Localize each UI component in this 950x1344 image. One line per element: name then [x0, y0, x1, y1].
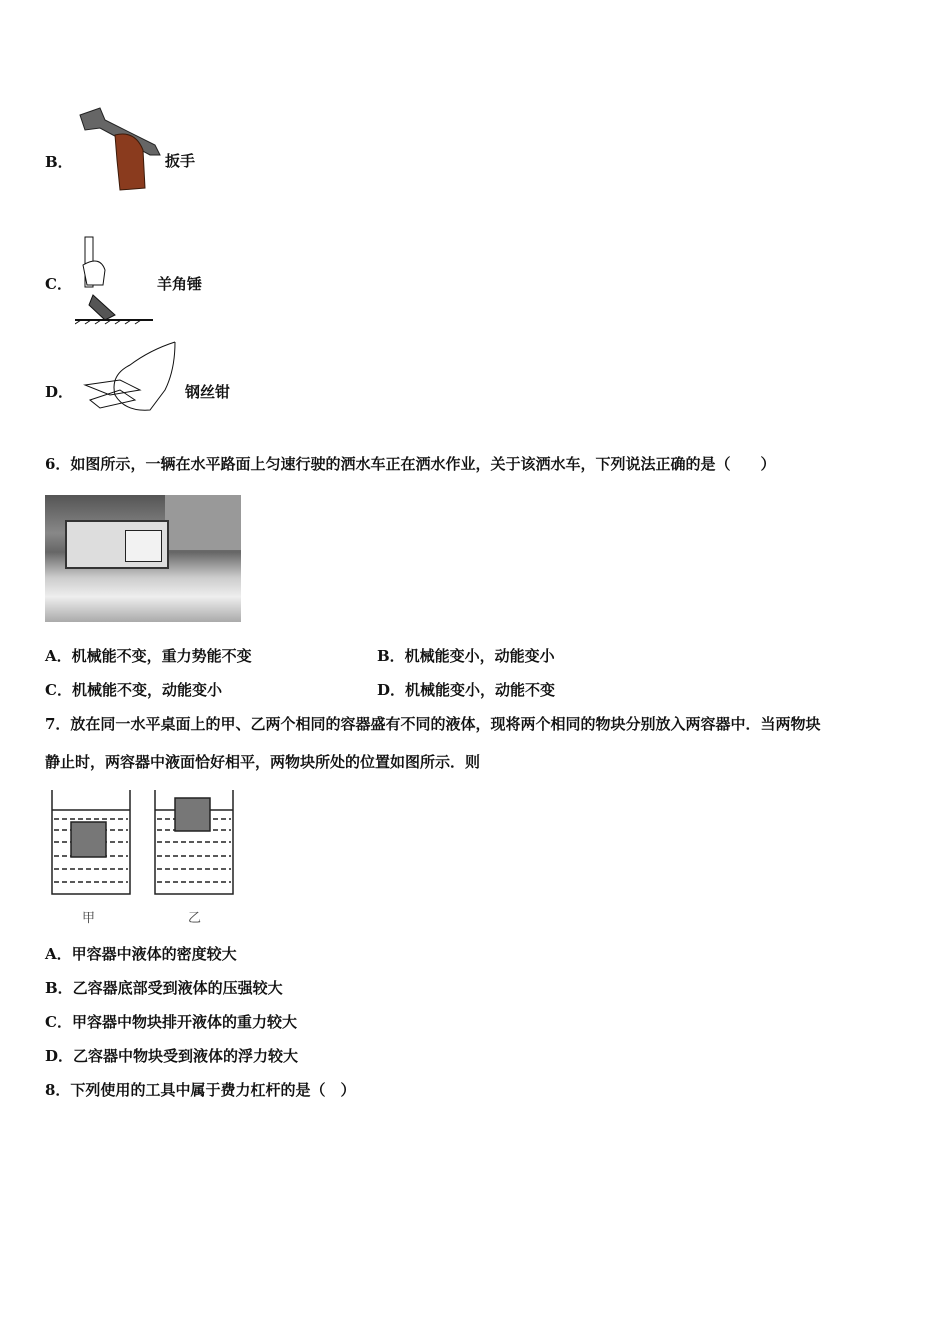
option-c-label: 羊角锤	[157, 275, 203, 293]
option-d-label: 钢丝钳	[185, 383, 231, 401]
q7-option-b: B．乙容器底部受到液体的压强较大	[45, 979, 283, 997]
q8-stem: 8．下列使用的工具中属于费力杠杆的是（ ）	[45, 1081, 356, 1099]
q7-option-d: D．乙容器中物块受到液体的浮力较大	[45, 1047, 299, 1065]
q7-stem-line2: 静止时，两容器中液面恰好相平，两物块所处的位置如图所示．则	[45, 753, 481, 771]
q7-stem-line1: 7．放在同一水平桌面上的甲、乙两个相同的容器盛有不同的液体，现将两个相同的物块分别放入两容器中．当两物块	[45, 715, 821, 733]
q7-option-a: A．甲容器中液体的密度较大	[45, 945, 237, 963]
claw-hammer-icon	[75, 235, 155, 327]
q6-stem: 6．如图所示，一辆在水平路面上匀速行驶的洒水车正在洒水作业，关于该洒水车，下列说法正确的是（ ）	[45, 455, 776, 473]
container-label-jia: 甲	[82, 911, 96, 926]
option-c-letter: C．	[45, 275, 72, 293]
option-b-letter: B．	[45, 153, 73, 171]
option-d-letter: D．	[45, 383, 74, 401]
option-b-label: 扳手	[165, 152, 196, 170]
containers-diagram	[45, 788, 245, 900]
container-yi	[155, 790, 233, 894]
wrench-in-hand-icon	[75, 100, 165, 195]
q6-option-a: A．机械能不变，重力势能不变	[45, 647, 252, 665]
q6-option-c: C．机械能不变，动能变小	[45, 681, 222, 699]
q6-option-d: D．机械能变小，动能不变	[377, 681, 556, 699]
q7-option-c: C．甲容器中物块排开液体的重力较大	[45, 1013, 297, 1031]
pliers-icon	[80, 340, 180, 418]
sprinkler-truck-photo	[45, 495, 241, 622]
q6-option-b: B．机械能变小，动能变小	[377, 647, 555, 665]
container-label-yi: 乙	[188, 911, 202, 926]
container-jia	[52, 790, 130, 894]
